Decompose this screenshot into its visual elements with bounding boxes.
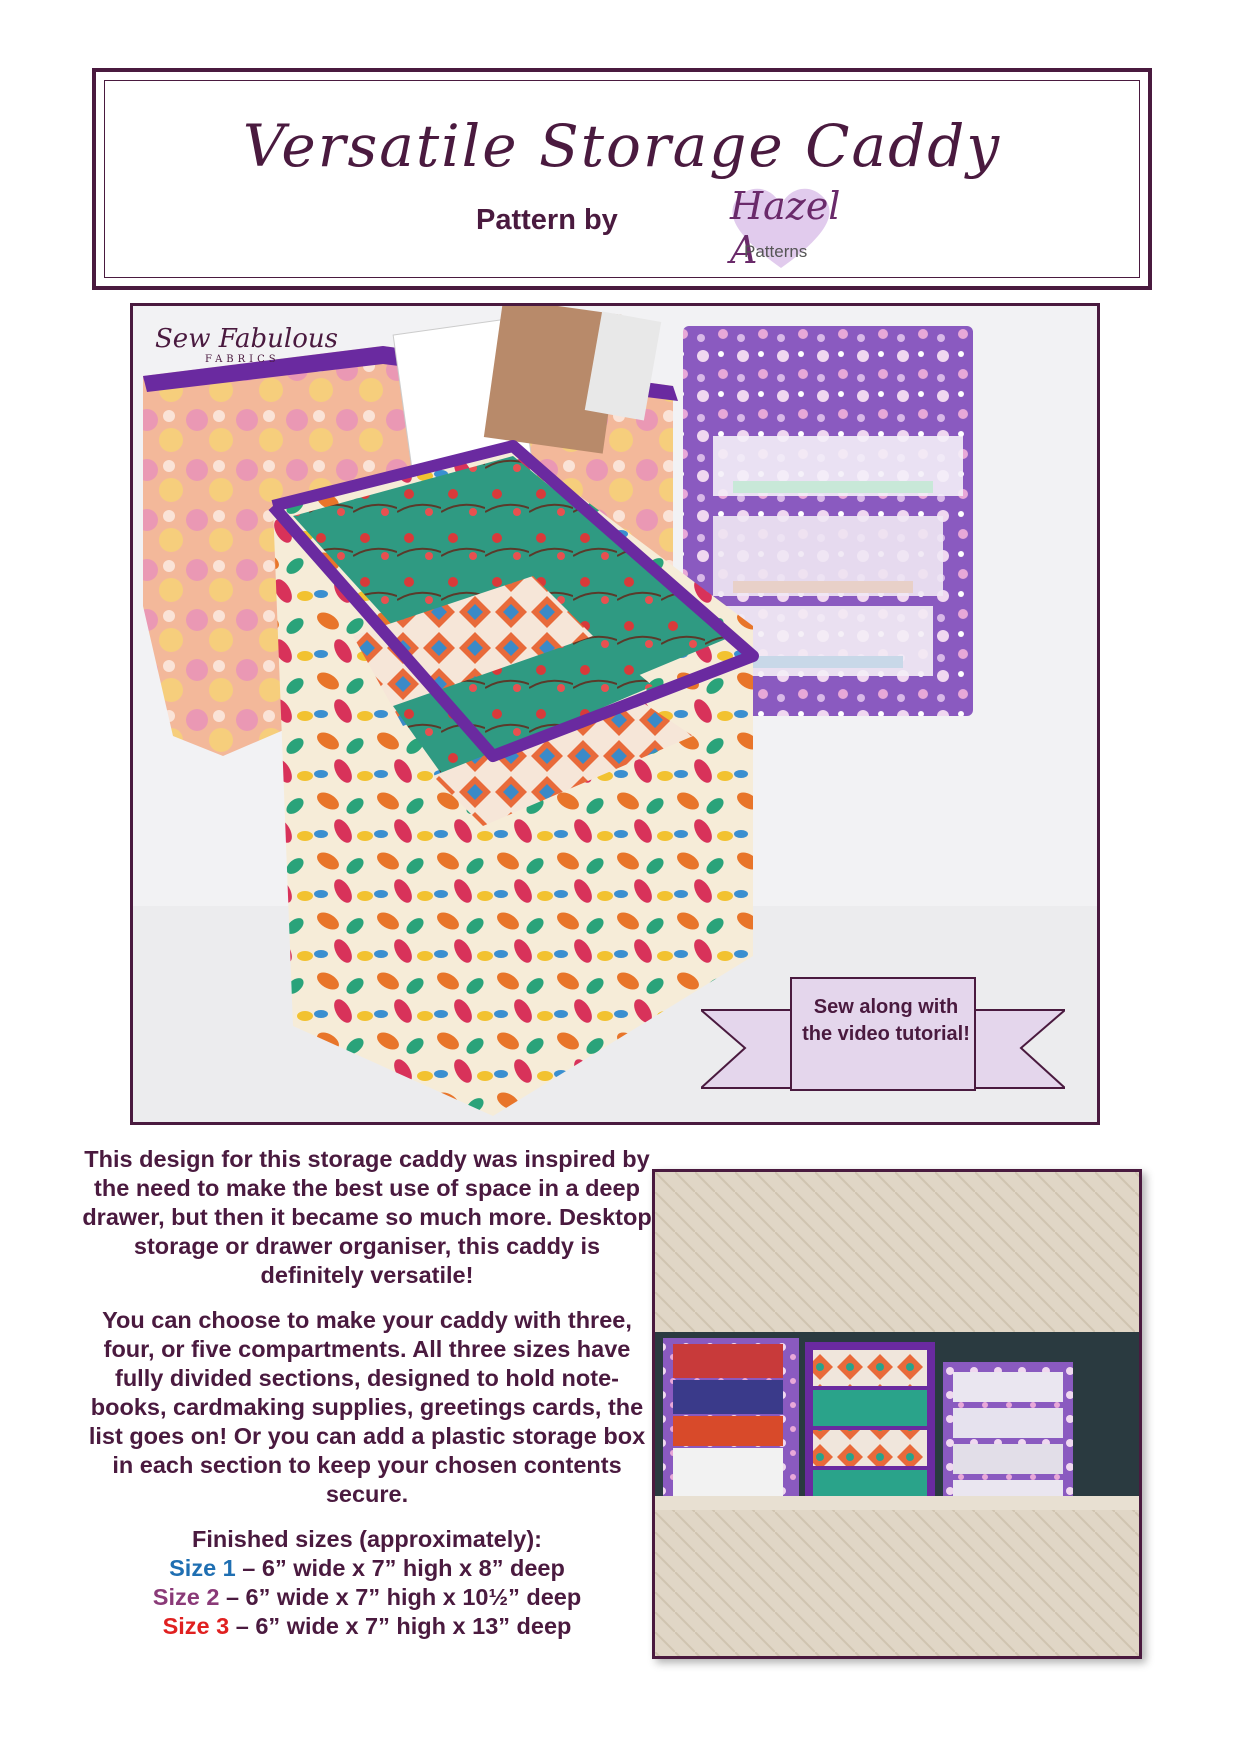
title-box (92, 68, 1152, 290)
size-2-line (82, 1583, 652, 1612)
logo-sub: Patterns (744, 242, 808, 261)
drawer-illustration (655, 1172, 1139, 1656)
size-1-text: – 6” wide x 7” high x 8” deep (235, 1555, 565, 1581)
pattern-by-label: Pattern by (476, 204, 618, 236)
size-2-label: Size 2 (152, 1584, 220, 1610)
description-paragraph-2: You can choose to make your caddy with three, four, or five compartments. All three sizes have fully divided sections, designed to hold note-books, cardmaking supplies, greetings cards, the list goes on! Or you can add a plastic storage box in each section to keep your chosen contents secure. (88, 1307, 646, 1507)
size-1-label: Size 1 (169, 1555, 236, 1581)
sizes-heading: Finished sizes (approximately): (192, 1526, 542, 1552)
size-3-text: – 6” wide x 7” high x 13” deep (229, 1613, 572, 1639)
watermark-name: Sew Fabulous (155, 324, 338, 354)
hazel-a-logo (716, 176, 846, 276)
video-tutorial-banner (701, 968, 1065, 1108)
main-photo (130, 303, 1100, 1125)
banner-text: Sew along with the video tutorial! (802, 996, 970, 1045)
logo-name: Hazel A (730, 184, 841, 272)
size-3-line (82, 1612, 652, 1641)
size-2-text: – 6” wide x 7” high x 10½” deep (219, 1584, 582, 1610)
description (82, 1145, 652, 1641)
size-3-label: Size 3 (162, 1613, 230, 1639)
description-paragraph-1: This design for this storage caddy was inspired by the need to make the best use of space in a deep drawer, but then it became so much more. Desktop storage or drawer organiser, this caddy is definitely versatile! (82, 1146, 652, 1288)
sew-fabulous-watermark (155, 324, 338, 365)
size-1-line (82, 1554, 652, 1583)
watermark-sub: FABRICS (205, 354, 280, 365)
page-title: Versatile Storage Caddy (242, 112, 1002, 180)
drawer-photo (652, 1169, 1142, 1659)
